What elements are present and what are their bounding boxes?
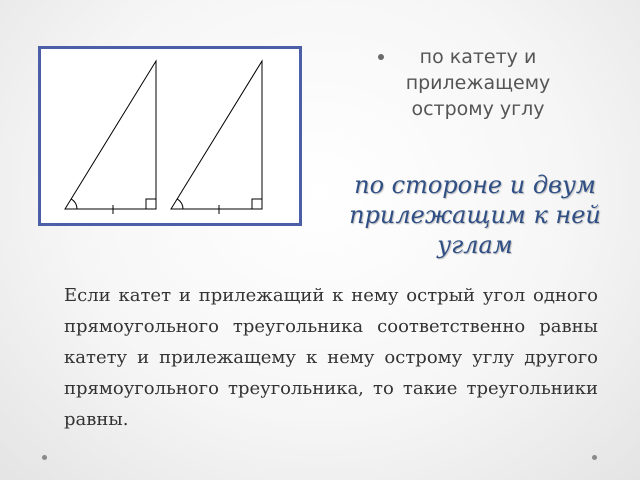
triangle-1-right-angle-mark — [146, 199, 156, 209]
triangle-2-angle-arc — [177, 199, 183, 209]
triangles-figure — [38, 46, 302, 226]
triangle-1-angle-arc — [71, 199, 77, 209]
triangle-2-outline — [171, 61, 262, 209]
next-slide-dot-icon[interactable] — [592, 455, 597, 460]
triangle-1 — [65, 61, 156, 214]
triangle-2-right-angle-mark — [252, 199, 262, 209]
subtitle: по стороне и двум прилежащим к ней углам — [349, 171, 601, 259]
theorem-text: Если катет и прилежащий к нему острый угол одного прямоугольного треугольника соответственно равны катету и прилежащему к нему острому углу другого прямоугольного треугольника, то такие треугольники равны. — [64, 285, 598, 430]
bullet-text: по катету и прилежащему острому углу — [405, 46, 551, 120]
triangle-2 — [171, 61, 262, 214]
triangle-1-outline — [65, 61, 156, 209]
prev-slide-dot-icon[interactable] — [42, 455, 47, 460]
bullet-dot-icon — [378, 54, 384, 60]
bullet-point — [378, 44, 578, 122]
triangles-diagram — [41, 49, 299, 223]
